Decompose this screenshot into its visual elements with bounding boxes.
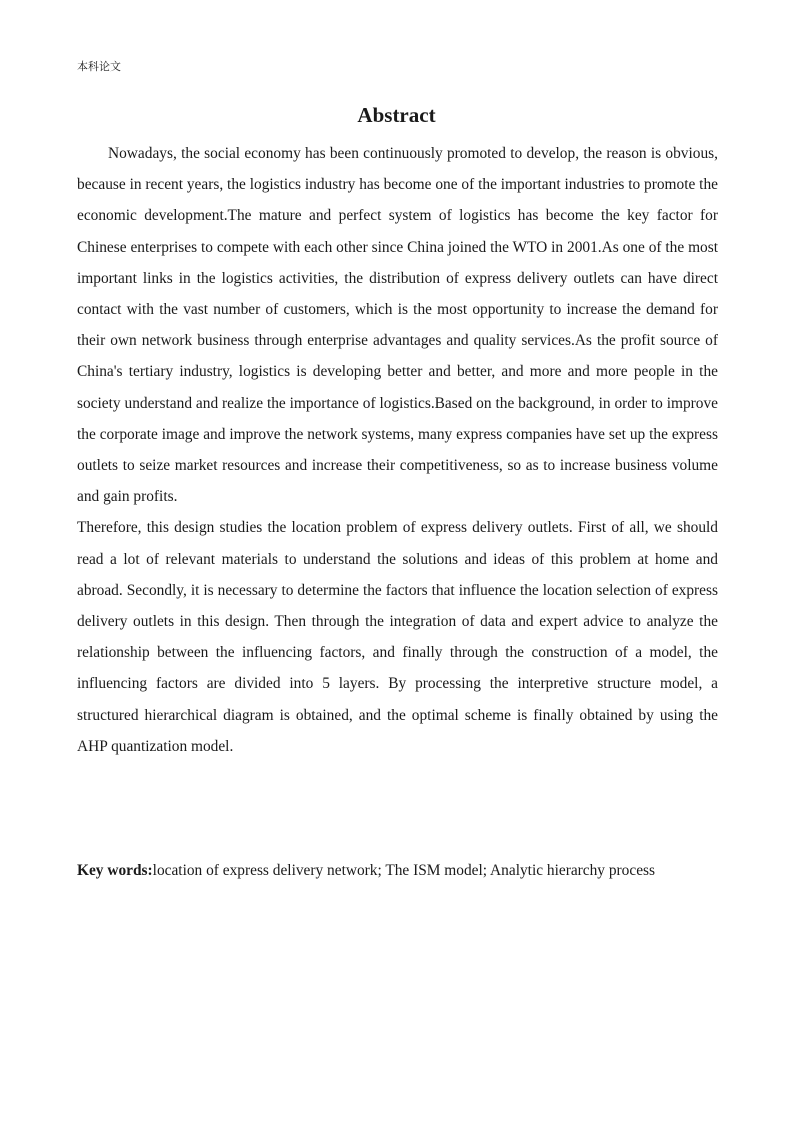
keywords-label: Key words: [77, 862, 153, 879]
abstract-body [77, 138, 718, 762]
running-header: 本科论文 [77, 60, 121, 73]
abstract-paragraph-1: Nowadays, the social economy has been continuously promoted to develop, the reason is obvious, because in recent years, the logistics industry has become one of the important industries to promote the economic development.The mature and perfect system of logistics has become the key factor for Chinese enterprises to compete with each other since China joined the WTO in 2001.As one of the most important links in the logistics activities, the distribution of express delivery outlets can have direct contact with the vast number of customers, which is the most opportunity to increase the demand for their own network business through enterprise advantages and quality services.As the profit source of China's tertiary industry, logistics is developing better and better, and more and more people in the society understand and realize the importance of logistics.Based on the background, in order to improve the corporate image and improve the network systems, many express companies have set up the express outlets to seize market resources and increase their competitiveness, so as to increase business volume and gain profits. [77, 145, 718, 506]
abstract-title: Abstract [357, 103, 436, 127]
keywords-text: location of express delivery network; The ISM model; Analytic hierarchy process [152, 862, 656, 879]
abstract-paragraph-2: Therefore, this design studies the location problem of express delivery outlets. First of all, we should read a lot of relevant materials to understand the solutions and ideas of this problem at home and abroad. Secondly, it is necessary to determine the factors that influence the location selection of express delivery outlets in this design. Then through the integration of data and expert advice to analyze the relationship between the influencing factors, and finally through the construction of a model, the influencing factors are divided into 5 layers. By processing the interpretive structure model, a structured hierarchical diagram is obtained, and the optimal scheme is finally obtained by using the AHP quantization model. [77, 519, 718, 755]
keywords-line [77, 855, 718, 886]
